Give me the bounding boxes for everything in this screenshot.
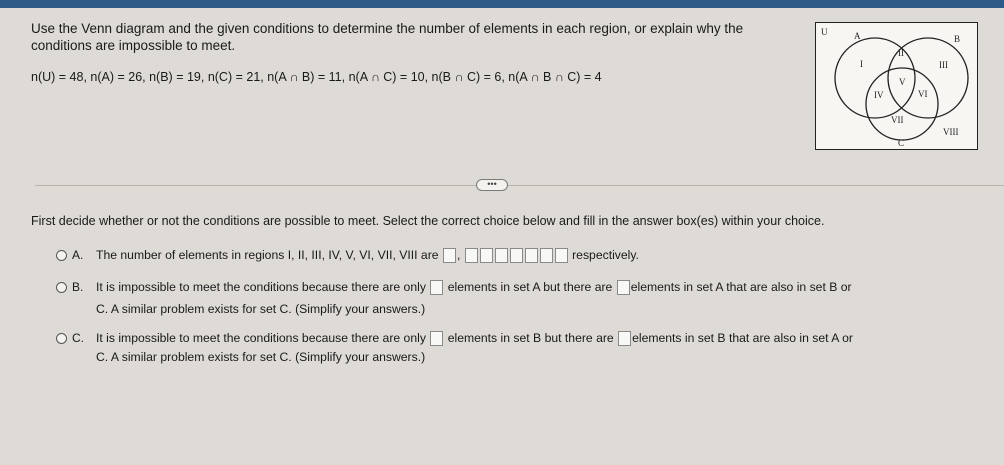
region-4: IV [874, 90, 884, 100]
choice-c-text-2: elements in set B but there are [447, 331, 614, 345]
label-a: A [854, 31, 861, 41]
choice-b-radio[interactable] [56, 282, 67, 293]
region-1: I [860, 59, 863, 69]
choice-b-line-1 [96, 280, 852, 295]
region-6: VI [918, 89, 928, 99]
question-text [31, 20, 801, 54]
choice-b-line-2: C. A similar problem exists for set C. (Simplify your answers.) [96, 302, 426, 316]
choice-b-answer-box-2[interactable] [617, 280, 630, 295]
label-u: U [821, 27, 828, 37]
question-line-2: conditions are impossible to meet. [31, 38, 236, 53]
region-3: III [939, 60, 948, 70]
choice-a-text: The number of elements in regions I, II, III, IV, V, VI, VII, VIII are , respectively. [96, 248, 639, 262]
choice-b-letter: B. [72, 280, 84, 294]
region-4-answer-box[interactable] [495, 248, 508, 263]
region-5: V [899, 77, 906, 87]
given-conditions: n(U) = 48, n(A) = 26, n(B) = 19, n(C) = 21, n(A ∩ B) = 11, n(A ∩ C) = 10, n(B ∩ C) = 6, n(A ∩ B ∩ C) = 4 [31, 70, 602, 84]
choice-b-text-2: elements in set A but there are [447, 280, 613, 294]
expand-more-button[interactable]: ••• [476, 179, 508, 191]
choice-c-text-1: It is impossible to meet the conditions because there are only [96, 331, 426, 345]
choice-c-line-1 [96, 331, 853, 346]
region-8: VIII [943, 127, 959, 137]
section-divider [35, 185, 1004, 186]
choice-c-text-3: elements in set B that are also in set A or [632, 331, 853, 345]
region-7-answer-box[interactable] [540, 248, 553, 263]
region-7: VII [891, 115, 904, 125]
choice-b-answer-box-1[interactable] [430, 280, 443, 295]
region-1-answer-box[interactable] [443, 248, 456, 263]
label-b: B [954, 34, 961, 44]
choice-c-radio[interactable] [56, 333, 67, 344]
region-2: II [898, 48, 904, 58]
label-c: C [898, 138, 905, 148]
question-line-1: Use the Venn diagram and the given conditions to determine the number of elements in each region, or explain why the [31, 21, 744, 36]
region-2-answer-box[interactable] [465, 248, 478, 263]
choice-a-text-after: respectively. [572, 248, 639, 262]
region-5-answer-box[interactable] [510, 248, 523, 263]
choice-c-letter: C. [72, 331, 84, 345]
choice-b-text-1: It is impossible to meet the conditions because there are only [96, 280, 426, 294]
choice-a-letter: A. [72, 248, 84, 262]
region-3-answer-box[interactable] [480, 248, 493, 263]
top-bar [0, 0, 1004, 8]
choice-c-line-2: C. A similar problem exists for set C. (Simplify your answers.) [96, 350, 426, 364]
choice-a-radio[interactable] [56, 250, 67, 261]
region-6-answer-box[interactable] [525, 248, 538, 263]
region-8-answer-box[interactable] [555, 248, 568, 263]
instruction-text: First decide whether or not the conditions are possible to meet. Select the correct choice below and fill in the answer box(es) within your choice. [31, 214, 825, 228]
choice-c-answer-box-1[interactable] [430, 331, 443, 346]
venn-diagram [815, 22, 978, 150]
choice-c-answer-box-2[interactable] [618, 331, 631, 346]
choice-a-text-before: The number of elements in regions I, II, III, IV, V, VI, VII, VIII are [96, 248, 439, 262]
choice-b-text-3: elements in set A that are also in set B or [630, 280, 852, 294]
